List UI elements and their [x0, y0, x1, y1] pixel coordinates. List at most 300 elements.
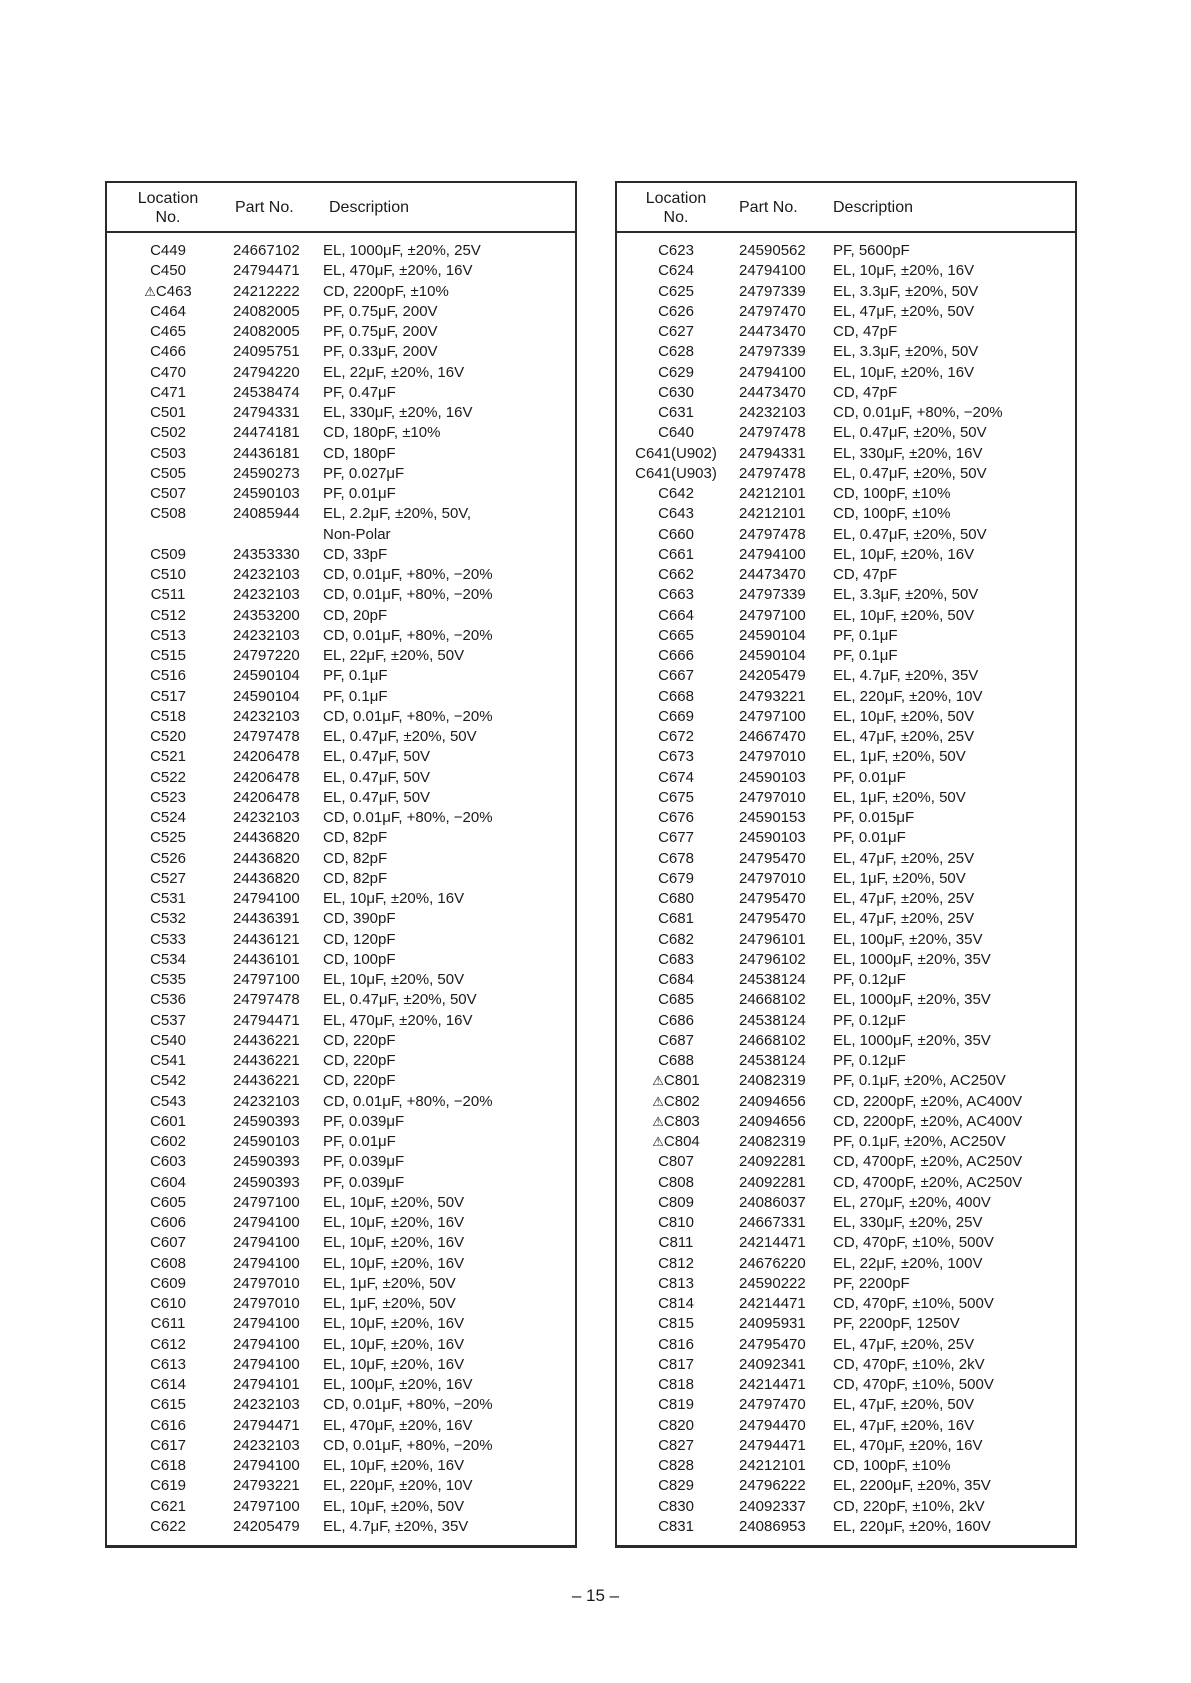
location-text: C686	[658, 1011, 694, 1029]
table-row	[107, 707, 575, 727]
location-cell	[113, 909, 223, 929]
description-cell: CD, 2200pF, ±20%, AC400V	[833, 1112, 1023, 1130]
table-row	[107, 828, 575, 848]
part-no-cell: 24794100	[739, 262, 806, 280]
description-cell: EL, 270μF, ±20%, 400V	[833, 1193, 991, 1211]
location-cell	[113, 464, 223, 484]
table-row	[107, 808, 575, 828]
location-text: C815	[658, 1315, 694, 1333]
location-cell	[621, 1112, 731, 1132]
location-text: C668	[658, 687, 694, 705]
location-cell	[113, 1294, 223, 1314]
location-text: C641(U903)	[635, 464, 717, 482]
description-cell: EL, 10μF, ±20%, 16V	[323, 1254, 465, 1272]
table-row	[617, 626, 1075, 646]
location-cell	[113, 747, 223, 767]
location-cell	[621, 828, 731, 848]
description-cell: EL, 10μF, ±20%, 16V	[323, 1214, 465, 1231]
location-cell	[621, 1395, 731, 1415]
part-no-cell: 24232103	[233, 1436, 300, 1454]
location-cell	[621, 747, 731, 767]
table-row	[617, 1233, 1075, 1253]
description-cell: EL, 10μF, ±20%, 16V	[323, 1457, 465, 1474]
location-cell	[621, 646, 731, 666]
location-cell	[621, 1233, 731, 1253]
table-row	[107, 1335, 575, 1355]
location-cell	[113, 302, 223, 322]
location-cell	[621, 606, 731, 626]
location-cell	[621, 1031, 731, 1051]
table-row	[107, 1436, 575, 1456]
location-cell	[113, 1314, 223, 1334]
description-cell: EL, 0.47μF, ±20%, 50V	[833, 424, 987, 442]
description-cell: EL, 10μF, ±20%, 16V	[833, 545, 975, 563]
warning-triangle-icon: ⚠	[652, 1093, 664, 1109]
table-row	[617, 1294, 1075, 1314]
description-cell: CD, 120pF	[323, 930, 396, 948]
description-cell: CD, 33pF	[323, 545, 388, 563]
location-text: C624	[658, 262, 694, 280]
part-no-cell: 24797010	[233, 1274, 300, 1292]
table-row	[617, 423, 1075, 443]
part-no-cell: 24474181	[233, 424, 300, 442]
table-row	[107, 666, 575, 686]
part-no-cell: 24795470	[739, 910, 806, 928]
location-cell	[113, 666, 223, 686]
description-cell: PF, 0.01μF	[833, 829, 906, 847]
part-no-cell: 24794331	[233, 404, 300, 421]
location-cell	[113, 990, 223, 1010]
location-text: C470	[150, 363, 186, 381]
part-no-cell: 24232103	[233, 586, 300, 604]
table-row	[617, 1335, 1075, 1355]
table-row	[617, 403, 1075, 423]
location-text: C679	[658, 869, 694, 887]
location-text: C628	[658, 343, 694, 361]
location-text: C510	[150, 566, 186, 583]
location-cell	[621, 970, 731, 990]
location-text: C818	[658, 1376, 694, 1393]
location-text: C643	[658, 505, 694, 523]
table-row	[107, 504, 575, 524]
part-no-cell: 24212222	[233, 282, 300, 300]
table-row	[617, 302, 1075, 322]
warning-triangle-icon: ⚠	[652, 1134, 664, 1149]
description-cell: PF, 0.47μF	[323, 383, 396, 401]
location-text: C502	[150, 424, 186, 442]
description-cell: EL, 0.47μF, ±20%, 50V	[833, 464, 987, 482]
description-cell: EL, 4.7μF, ±20%, 35V	[833, 667, 979, 685]
location-text: C503	[150, 444, 186, 462]
location-text: C520	[150, 728, 186, 745]
location-text: C675	[658, 788, 694, 806]
location-cell	[113, 1213, 223, 1233]
location-text: C513	[150, 626, 186, 644]
location-text: C523	[150, 788, 186, 806]
location-text: C606	[150, 1214, 186, 1231]
part-no-cell: 24232103	[233, 707, 300, 725]
table-row	[617, 585, 1075, 605]
location-cell	[113, 950, 223, 970]
part-no-cell: 24794100	[233, 1315, 300, 1333]
location-text: C626	[658, 302, 694, 320]
table-row	[617, 869, 1075, 889]
location-cell	[113, 1193, 223, 1213]
header-part-no: Part No.	[739, 199, 798, 216]
location-cell	[621, 1132, 731, 1152]
location-text: C542	[150, 1072, 186, 1090]
description-cell: EL, 1000μF, ±20%, 35V	[833, 950, 991, 968]
description-cell: CD, 220pF	[323, 1052, 396, 1069]
table-row	[107, 241, 575, 261]
part-no-cell: 24794101	[233, 1376, 300, 1393]
table-row	[107, 484, 575, 504]
description-cell: PF, 5600pF	[833, 242, 910, 259]
part-no-cell: 24590104	[233, 667, 300, 685]
description-cell: EL, 1000μF, ±20%, 35V	[833, 991, 991, 1009]
table-row	[617, 545, 1075, 565]
location-cell	[113, 1254, 223, 1274]
description-cell: CD, 4700pF, ±20%, AC250V	[833, 1153, 1023, 1171]
description-cell: EL, 330μF, ±20%, 16V	[833, 444, 983, 462]
location-text: C508	[150, 505, 186, 523]
part-no-cell: 24436820	[233, 869, 300, 887]
location-cell	[621, 707, 731, 727]
description-cell: PF, 0.75μF, 200V	[323, 302, 438, 320]
location-cell	[113, 1335, 223, 1355]
location-text: C813	[658, 1274, 694, 1292]
location-cell	[113, 403, 223, 423]
header-location-line1: Location	[137, 190, 199, 207]
location-text: C526	[150, 849, 186, 867]
part-no-cell: 24797478	[739, 464, 806, 482]
part-no-cell: 24797339	[739, 343, 806, 361]
table-row	[617, 1476, 1075, 1496]
table-row	[107, 950, 575, 970]
location-text: C674	[658, 768, 694, 786]
table-row	[107, 1294, 575, 1314]
table-row	[617, 646, 1075, 666]
description-cell: EL, 10μF, ±20%, 50V	[323, 1193, 465, 1211]
part-no-cell: 24797010	[739, 788, 806, 806]
header-location-line2: No.	[155, 209, 181, 226]
part-no-cell: 24590104	[739, 647, 806, 664]
part-no-cell: 24473470	[739, 383, 806, 401]
part-no-cell: 24086953	[739, 1517, 806, 1535]
description-cell: CD, 100pF, ±10%	[833, 1457, 951, 1474]
location-cell	[113, 565, 223, 585]
description-cell: EL, 3.3μF, ±20%, 50V	[833, 343, 979, 361]
location-cell	[621, 808, 731, 828]
location-text: C682	[658, 930, 694, 948]
table-row	[107, 282, 575, 302]
table-row	[107, 768, 575, 788]
location-text: C613	[150, 1355, 186, 1373]
description-cell: EL, 100μF, ±20%, 16V	[323, 1376, 473, 1393]
location-cell	[113, 1132, 223, 1152]
table-row	[107, 585, 575, 605]
table-row	[107, 1274, 575, 1294]
part-no-cell: 24797220	[233, 647, 300, 664]
part-no-cell: 24797478	[233, 728, 300, 745]
table-header	[617, 183, 1075, 233]
part-no-cell: 24794100	[233, 1254, 300, 1272]
description-cell: CD, 0.01μF, +80%, −20%	[323, 566, 493, 583]
location-text: C536	[150, 991, 186, 1009]
location-cell	[621, 1497, 731, 1517]
location-text: C830	[658, 1497, 694, 1515]
location-text: C614	[150, 1376, 186, 1393]
table-body	[617, 241, 1075, 1537]
description-cell: CD, 82pF	[323, 829, 388, 847]
location-cell	[621, 1456, 731, 1476]
location-text: C829	[658, 1477, 694, 1495]
description-cell: CD, 390pF	[323, 910, 396, 928]
part-no-cell: 24590104	[739, 626, 806, 644]
part-no-cell: 24676220	[739, 1254, 806, 1272]
location-cell	[113, 1456, 223, 1476]
description-cell: PF, 2200pF	[833, 1274, 910, 1292]
description-cell: EL, 330μF, ±20%, 25V	[833, 1214, 983, 1231]
location-cell	[621, 1274, 731, 1294]
table-row	[617, 687, 1075, 707]
location-text: C641(U902)	[635, 444, 717, 462]
description-cell: EL, 330μF, ±20%, 16V	[323, 404, 473, 421]
description-cell: PF, 0.1μF	[833, 626, 898, 644]
description-cell: EL, 470μF, ±20%, 16V	[323, 262, 473, 280]
description-cell: EL, 47μF, ±20%, 25V	[833, 1335, 975, 1353]
location-cell	[113, 606, 223, 626]
table-row	[107, 747, 575, 767]
description-cell: EL, 1μF, ±20%, 50V	[833, 788, 966, 806]
location-cell	[113, 1152, 223, 1172]
description-cell: CD, 47pF	[833, 323, 898, 340]
description-cell: EL, 47μF, ±20%, 50V	[833, 302, 975, 320]
part-no-cell: 24436820	[233, 849, 300, 867]
table-row	[107, 1011, 575, 1031]
location-cell	[113, 930, 223, 950]
part-no-cell: 24794100	[233, 1355, 300, 1373]
location-text: C664	[658, 606, 694, 624]
table-row	[617, 342, 1075, 362]
location-text: C629	[658, 363, 694, 381]
location-cell	[621, 363, 731, 383]
location-text: C661	[658, 545, 694, 563]
location-cell	[113, 768, 223, 788]
location-text: C466	[150, 343, 186, 361]
table-row	[617, 950, 1075, 970]
header-location-line1: Location	[645, 190, 707, 207]
location-cell	[621, 1213, 731, 1233]
table-row	[617, 889, 1075, 909]
location-text: C501	[150, 404, 186, 421]
location-text: C450	[150, 262, 186, 280]
part-no-cell: 24085944	[233, 505, 300, 523]
part-no-cell: 24082005	[233, 323, 300, 340]
location-cell	[621, 1193, 731, 1213]
location-cell	[113, 1497, 223, 1517]
location-cell	[113, 808, 223, 828]
description-cell: CD, 220pF, ±10%, 2kV	[833, 1497, 985, 1515]
part-no-cell: 24590153	[739, 809, 806, 826]
part-no-cell: 24232103	[233, 1396, 300, 1414]
part-no-cell: 24538124	[739, 1052, 806, 1069]
part-no-cell: 24436221	[233, 1052, 300, 1069]
table-row	[617, 504, 1075, 524]
table-row	[107, 909, 575, 929]
location-cell	[621, 768, 731, 788]
table-row	[107, 261, 575, 281]
table-row	[107, 990, 575, 1010]
table-row	[617, 444, 1075, 464]
part-no-cell: 24538124	[739, 1011, 806, 1029]
table-row	[107, 788, 575, 808]
location-cell	[113, 504, 223, 524]
location-text: C618	[150, 1457, 186, 1474]
part-no-cell: 24797100	[739, 707, 806, 725]
warning-triangle-icon: ⚠	[652, 1113, 664, 1129]
location-text: C802	[663, 1092, 700, 1110]
part-no-cell: 24436221	[233, 1031, 300, 1049]
table-row	[617, 849, 1075, 869]
location-cell	[113, 322, 223, 342]
description-cell: PF, 0.01μF	[833, 768, 906, 786]
location-text: C449	[150, 242, 186, 259]
description-cell: PF, 0.1μF, ±20%, AC250V	[833, 1133, 1006, 1150]
part-no-cell: 24232103	[739, 404, 806, 421]
location-cell	[113, 1476, 223, 1496]
table-row	[107, 1314, 575, 1334]
location-text: C543	[150, 1092, 186, 1110]
part-no-cell: 24436181	[233, 444, 300, 462]
part-no-cell: 24797010	[739, 748, 806, 766]
table-row	[107, 1092, 575, 1112]
location-text: C683	[658, 950, 694, 968]
location-cell	[621, 484, 731, 504]
description-cell: CD, 180pF	[323, 444, 396, 462]
part-no-cell: 24353330	[233, 545, 300, 563]
description-cell: EL, 1μF, ±20%, 50V	[323, 1295, 456, 1312]
part-no-cell: 24796101	[739, 930, 806, 948]
part-no-cell: 24797339	[739, 586, 806, 604]
description-cell: EL, 22μF, ±20%, 100V	[833, 1254, 983, 1272]
table-row	[107, 1193, 575, 1213]
part-no-cell: 24794331	[739, 444, 806, 462]
description-cell: CD, 20pF	[323, 606, 388, 624]
table-row	[617, 363, 1075, 383]
location-text: C619	[150, 1477, 186, 1495]
location-cell	[621, 1375, 731, 1395]
location-cell	[621, 1011, 731, 1031]
location-text: C667	[658, 667, 694, 685]
table-row	[617, 1132, 1075, 1152]
location-cell	[621, 545, 731, 565]
location-text: C605	[150, 1193, 186, 1211]
location-cell	[113, 889, 223, 909]
description-cell: CD, 100pF	[323, 950, 396, 968]
location-text: C804	[663, 1133, 700, 1150]
table-row	[617, 525, 1075, 545]
location-cell	[113, 423, 223, 443]
table-row	[617, 1071, 1075, 1091]
table-row	[107, 1456, 575, 1476]
location-cell	[113, 282, 223, 302]
description-cell: EL, 2.2μF, ±20%, 50V,	[323, 505, 472, 523]
part-no-cell: 24590103	[233, 485, 300, 502]
part-no-cell: 24473470	[739, 323, 806, 340]
description-cell: PF, 0.75μF, 200V	[323, 323, 438, 340]
location-text: C627	[658, 323, 694, 340]
location-cell	[621, 1335, 731, 1355]
location-text: C521	[150, 748, 186, 766]
location-text: C828	[658, 1457, 694, 1474]
description-cell: EL, 22μF, ±20%, 50V	[323, 647, 465, 664]
description-cell: EL, 1μF, ±20%, 50V	[323, 1274, 456, 1292]
description-cell: EL, 10μF, ±20%, 50V	[833, 707, 975, 725]
location-text: C511	[150, 586, 186, 604]
description-cell: EL, 10μF, ±20%, 16V	[323, 1315, 465, 1333]
location-cell	[113, 970, 223, 990]
location-text: C464	[150, 302, 186, 320]
description-cell: PF, 0.027μF	[323, 464, 405, 482]
table-row	[617, 1517, 1075, 1537]
location-text: C525	[150, 829, 186, 847]
description-cell: EL, 10μF, ±20%, 16V	[833, 262, 975, 280]
part-no-cell: 24232103	[233, 809, 300, 826]
table-row	[107, 423, 575, 443]
location-text: C534	[150, 950, 186, 968]
header-location-line2: No.	[663, 209, 689, 226]
table-row	[107, 1213, 575, 1233]
table-row	[107, 464, 575, 484]
header-location	[113, 189, 223, 227]
location-text: C507	[150, 485, 186, 502]
location-text: C531	[150, 890, 186, 907]
description-cell: EL, 10μF, ±20%, 16V	[833, 363, 975, 381]
location-cell	[621, 1254, 731, 1274]
description-cell: EL, 10μF, ±20%, 16V	[323, 1234, 465, 1252]
location-text: C631	[658, 404, 694, 421]
description-cell: EL, 10μF, ±20%, 50V	[323, 971, 465, 988]
location-cell	[113, 342, 223, 362]
table-row	[107, 1031, 575, 1051]
location-cell	[621, 525, 731, 545]
description-cell: EL, 0.47μF, 50V	[323, 748, 431, 766]
description-cell: EL, 47μF, ±20%, 16V	[833, 1416, 975, 1434]
location-cell	[621, 1517, 731, 1537]
location-text: C610	[150, 1295, 186, 1312]
description-cell: CD, 100pF, ±10%	[833, 505, 951, 523]
part-no-cell: 24667102	[233, 242, 300, 259]
description-cell: EL, 47μF, ±20%, 25V	[833, 849, 975, 867]
location-cell	[113, 1071, 223, 1091]
location-cell	[621, 909, 731, 929]
location-text: C808	[658, 1173, 694, 1191]
location-cell	[621, 849, 731, 869]
part-no-cell: 24436820	[233, 829, 300, 847]
location-text: C601	[150, 1112, 186, 1130]
location-cell	[113, 1092, 223, 1112]
location-cell	[113, 444, 223, 464]
table-row	[107, 1152, 575, 1172]
part-no-cell: 24590104	[233, 687, 300, 705]
description-cell: CD, 470pF, ±10%, 500V	[833, 1376, 994, 1393]
table-row	[617, 261, 1075, 281]
table-row	[107, 646, 575, 666]
description-cell: CD, 0.01μF, +80%, −20%	[833, 404, 1003, 421]
location-text: C463	[155, 282, 192, 300]
location-cell	[113, 261, 223, 281]
